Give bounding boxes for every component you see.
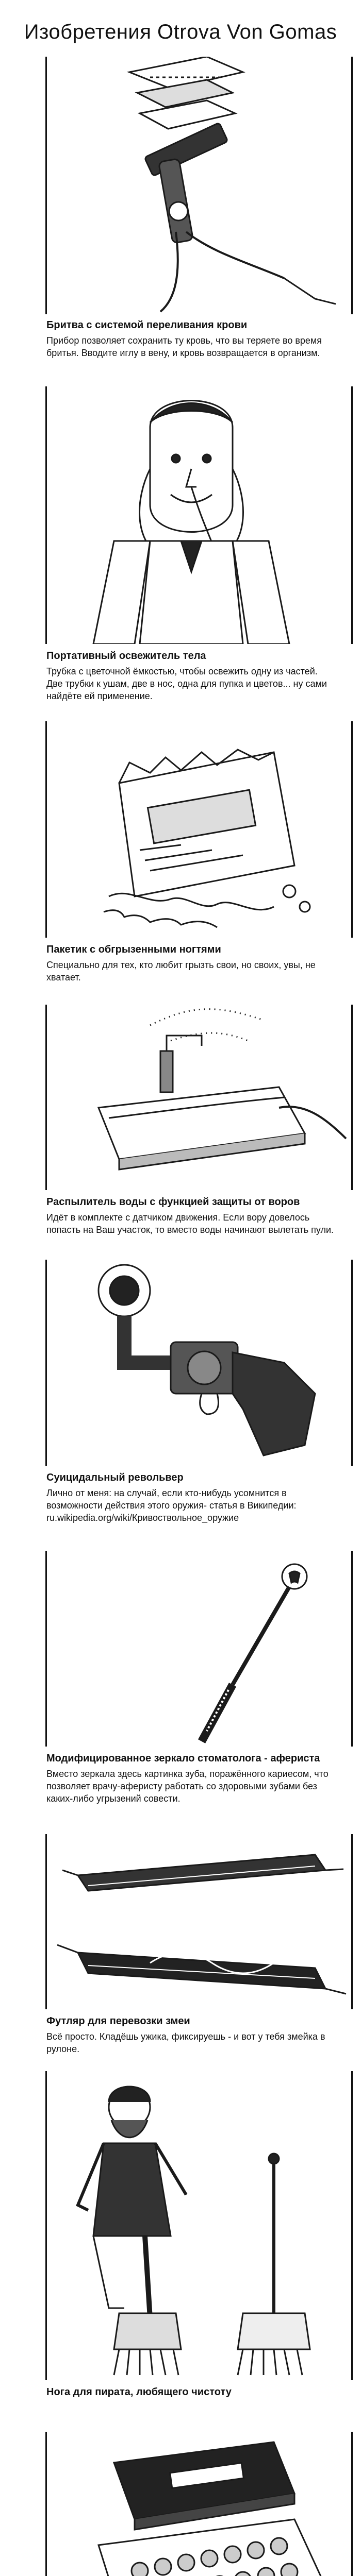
chips-bag-icon — [47, 721, 351, 938]
dental-mirror-icon — [47, 1551, 351, 1747]
candy-illustration-frame — [45, 2432, 353, 2576]
page-title: Изобретения Otrova Von Gomas — [24, 21, 337, 43]
freshener-caption — [46, 650, 335, 702]
razor-heading: Бритва с системой переливания крови — [46, 319, 248, 331]
revolver-caption — [46, 1472, 335, 1524]
snake-heading: Футляр для перевозки змеи — [46, 2015, 190, 2027]
chips-description: Специально для тех, кто любит грызть свои, но своих, увы, не хватает. — [46, 960, 316, 982]
pirate-mop-leg-icon — [47, 2071, 351, 2380]
razor-illustration-frame — [45, 57, 353, 314]
sprinkler-icon — [47, 1005, 351, 1190]
revolver-icon — [47, 1260, 351, 1466]
pirate-illustration-frame — [45, 2071, 353, 2380]
chips-illustration-frame — [45, 721, 353, 938]
mirror-caption — [46, 1753, 335, 1805]
chips-caption — [46, 944, 335, 984]
revolver-heading: Суицидальный револьвер — [46, 1472, 184, 1483]
candy-box-icon — [47, 2432, 351, 2576]
mirror-description: Вместо зеркала здесь картинка зуба, поражённого кариесом, что позволяет врачу-аферисту работать со здоровыми зубами без каких-либо угрызений совести. — [46, 1769, 329, 1804]
freshener-heading: Портативный освежитель тела — [46, 650, 206, 662]
freshener-illustration-frame — [45, 386, 353, 644]
freshener-description: Трубка с цветочной ёмкостью, чтобы освежить одну из частей. Две трубки к ушам, две в нос, одна для пупка и цветов... ну сами найдёте ей применение. — [46, 666, 327, 701]
pirate-heading: Нога для пирата, любящего чистоту — [46, 2386, 232, 2398]
sprinkler-illustration-frame — [45, 1005, 353, 1190]
pirate-caption — [46, 2386, 335, 2401]
snake-description: Всё просто. Кладёшь ужика, фиксируешь - и вот у тебя змейка в рулоне. — [46, 2031, 325, 2054]
revolver-illustration-frame — [45, 1260, 353, 1466]
sprinkler-caption — [46, 1196, 335, 1236]
razor-transfusion-icon — [47, 57, 351, 314]
razor-caption — [46, 319, 335, 359]
sprinkler-description: Идёт в комплекте с датчиком движения. Если вору довелось попасть на Ваш участок, то вместо воды начинают вылетать пули. — [46, 1212, 334, 1235]
face-freshener-icon — [47, 386, 351, 644]
mirror-heading: Модифицированное зеркало стоматолога - афериста — [46, 1753, 320, 1764]
snake-case-icon — [47, 1834, 351, 2009]
chips-heading: Пакетик с обгрызенными ногтями — [46, 944, 221, 955]
snake-illustration-frame — [45, 1834, 353, 2009]
sprinkler-heading: Распылитель воды с функцией защиты от воров — [46, 1196, 300, 1208]
snake-caption — [46, 2015, 335, 2055]
mirror-illustration-frame — [45, 1551, 353, 1747]
razor-description: Прибор позволяет сохранить ту кровь, что вы теряете во время бритья. Вводите иглу в вену, и кровь возвращается в организм. — [46, 335, 322, 358]
revolver-description: Лично от меня: на случай, если кто-нибудь усомнится в возможности действия этого оружия- статья в Википедии: ru.wikipedia.org/wiki/Кривоствольное_оружие — [46, 1488, 297, 1523]
